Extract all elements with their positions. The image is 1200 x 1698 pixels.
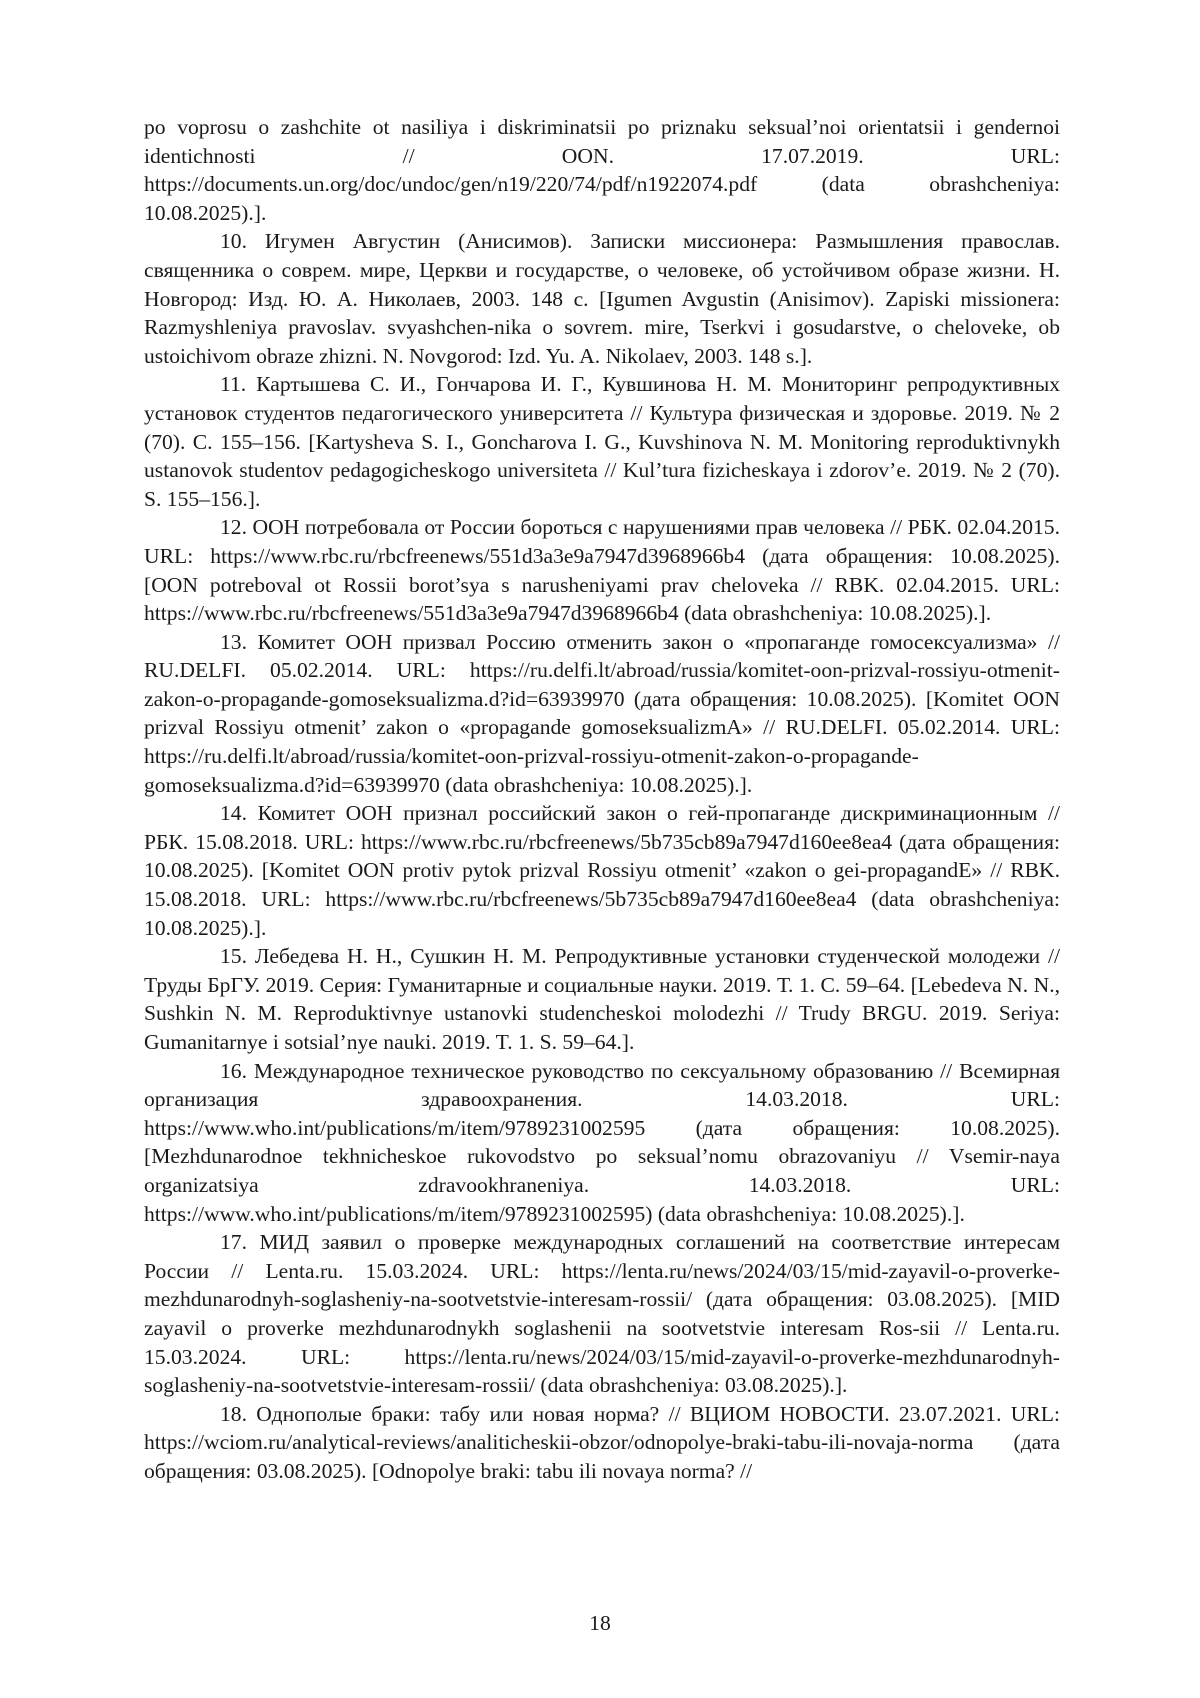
reference-item-11: 11. Картышева С. И., Гончарова И. Г., Кувшинова Н. М. Мониторинг репродуктивных установок студентов педагогического университета // Культура физическая и здоровье. 2019. № 2 (70). С. 155–156. [Kartysheva S. I., Goncharova I. G., Kuvshinova N. M. Monitoring reproduktivnykh ustanovok studentov pedagogicheskogo universiteta // Kul’tura fizicheskaya i zdorov’e. 2019. № 2 (70). S. 155–156.]. — [144, 372, 1060, 511]
reference-item-15: 15. Лебедева Н. Н., Сушкин Н. М. Репродуктивные установки студенческой молодежи // Труды БрГУ. 2019. Серия: Гуманитарные и социальные науки. 2019. Т. 1. С. 59–64. [Lebedeva N. N., Sushkin N. M. Reproduktivnye ustanovki studencheskoi molodezhi // Trudy BRGU. 2019. Seriya: Gumanitarnye i sotsial’nye nauki. 2019. T. 1. S. 59–64.]. — [144, 944, 1060, 1054]
reference-list — [144, 113, 1060, 1486]
reference-item-14: 14. Комитет ООН признал российский закон о гей-пропаганде дискриминационным // РБК. 15.08.2018. URL: https://www.rbc.ru/rbcfreenews/5b735cb89a7947d160ee8ea4 (дата обращения: 10.08.2025). [Komitet OON protiv pytok prizval Rossiyu otmenit’ «zakon o gei-propagandE» // RBK. 15.08.2018. URL: https://www.rbc.ru/rbcfreenews/5b735cb89a7947d160ee8ea4 (data obrashcheniya: 10.08.2025).]. — [144, 801, 1060, 940]
reference-item-9-continued: po voprosu o zashchite ot nasiliya i diskriminatsii po priznaku seksual’noi orientatsii i gendernoi identichnosti // OON. 17.07.2019. URL: https://documents.un.org/doc/undoc/gen/n19/220/74/pdf/n1922074.pdf (data obrashcheniya: 10.08.2025).]. — [144, 115, 1060, 225]
reference-item-13: 13. Комитет ООН призвал Россию отменить закон о «пропаганде гомосексуализма» // RU.DELFI. 05.02.2014. URL: https://ru.delfi.lt/abroad/russia/komitet-oon-prizval-rossiyu-otmenit-zakon-o-propagande-gomoseksualizma.d?id=63939970 (дата обращения: 10.08.2025). [Komitet OON prizval Rossiyu otmenit’ zakon o «propagande gomoseksualizmA» // RU.DELFI. 05.02.2014. URL: https://ru.delfi.lt/abroad/russia/komitet-oon-prizval-rossiyu-otmenit-zakon-o-propagande-gomoseksualizma.d?id=63939970 (data obrashcheniya: 10.08.2025).]. — [144, 629, 1060, 797]
reference-item-12: 12. ООН потребовала от России бороться с нарушениями прав человека // РБК. 02.04.2015. URL: https://www.rbc.ru/rbcfreenews/551d3a3e9a7947d3968966b4 (дата обращения: 10.08.2025). [OON potreboval ot Rossii borot’sya s narusheniyami prav cheloveka // RBK. 02.04.2015. URL: https://www.rbc.ru/rbcfreenews/551d3a3e9a7947d3968966b4 (data obrashcheniya: 10.08.2025).]. — [144, 515, 1060, 626]
page-number: 18 — [589, 1611, 611, 1635]
reference-item-18: 18. Однополые браки: табу или новая норма? // ВЦИОМ НОВОСТИ. 23.07.2021. URL: https://wciom.ru/analytical-reviews/analiticheskii-obzor/odnopolye-braki-tabu-ili-novaja-norma (дата обращения: 03.08.2025). [Odnopolye braki: tabu ili novaya norma? // — [144, 1401, 1060, 1483]
reference-item-17: 17. МИД заявил о проверке международных соглашений на соответствие интересам России // Lenta.ru. 15.03.2024. URL: https://lenta.ru/news/2024/03/15/mid-zayavil-o-proverke-mezhdunarodnyh-soglasheniy-na-sootvetstvie-interesam-rossii/ (дата обращения: 03.08.2025). [MID zayavil o proverke mezhdunarodnykh soglashenii na sootvetstvie interesam Ros-sii // Lenta.ru. 15.03.2024. URL: https://lenta.ru/news/2024/03/15/mid-zayavil-o-proverke-mezhdunarodnyh-soglasheniy-na-sootvetstvie-interesam-rossii/ (data obrashcheniya: 03.08.2025).]. — [144, 1230, 1060, 1398]
reference-item-16: 16. Международное техническое руководство по сексуальному образованию // Всемирная организация здравоохранения. 14.03.2018. URL: https://www.who.int/publications/m/item/9789231002595 (дата обращения: 10.08.2025). [Mezhdunarodnoe tekhnicheskoe rukovodstvo po seksual’nomu obrazovaniyu // Vsemir-naya organizatsiya zdravookhraneniya. 14.03.2018. URL: https://www.who.int/publications/m/item/9789231002595) (data obrashcheniya: 10.08.2025).]. — [144, 1058, 1060, 1226]
reference-item-10: 10. Игумен Августин (Анисимов). Записки миссионера: Размышления православ. священника о соврем. мире, Церкви и государстве, о человеке, об устойчивом образе жизни. Н. Новгород: Изд. Ю. А. Николаев, 2003. 148 с. [Igumen Avgustin (Anisimov). Zapiski missionera: Razmyshleniya pravoslav. svyashchen-nika o sovrem. mire, Tserkvi i gosudarstve, o cheloveke, ob ustoichivom obraze zhizni. N. Novgorod: Izd. Yu. A. Nikolaev, 2003. 148 s.]. — [144, 229, 1060, 368]
